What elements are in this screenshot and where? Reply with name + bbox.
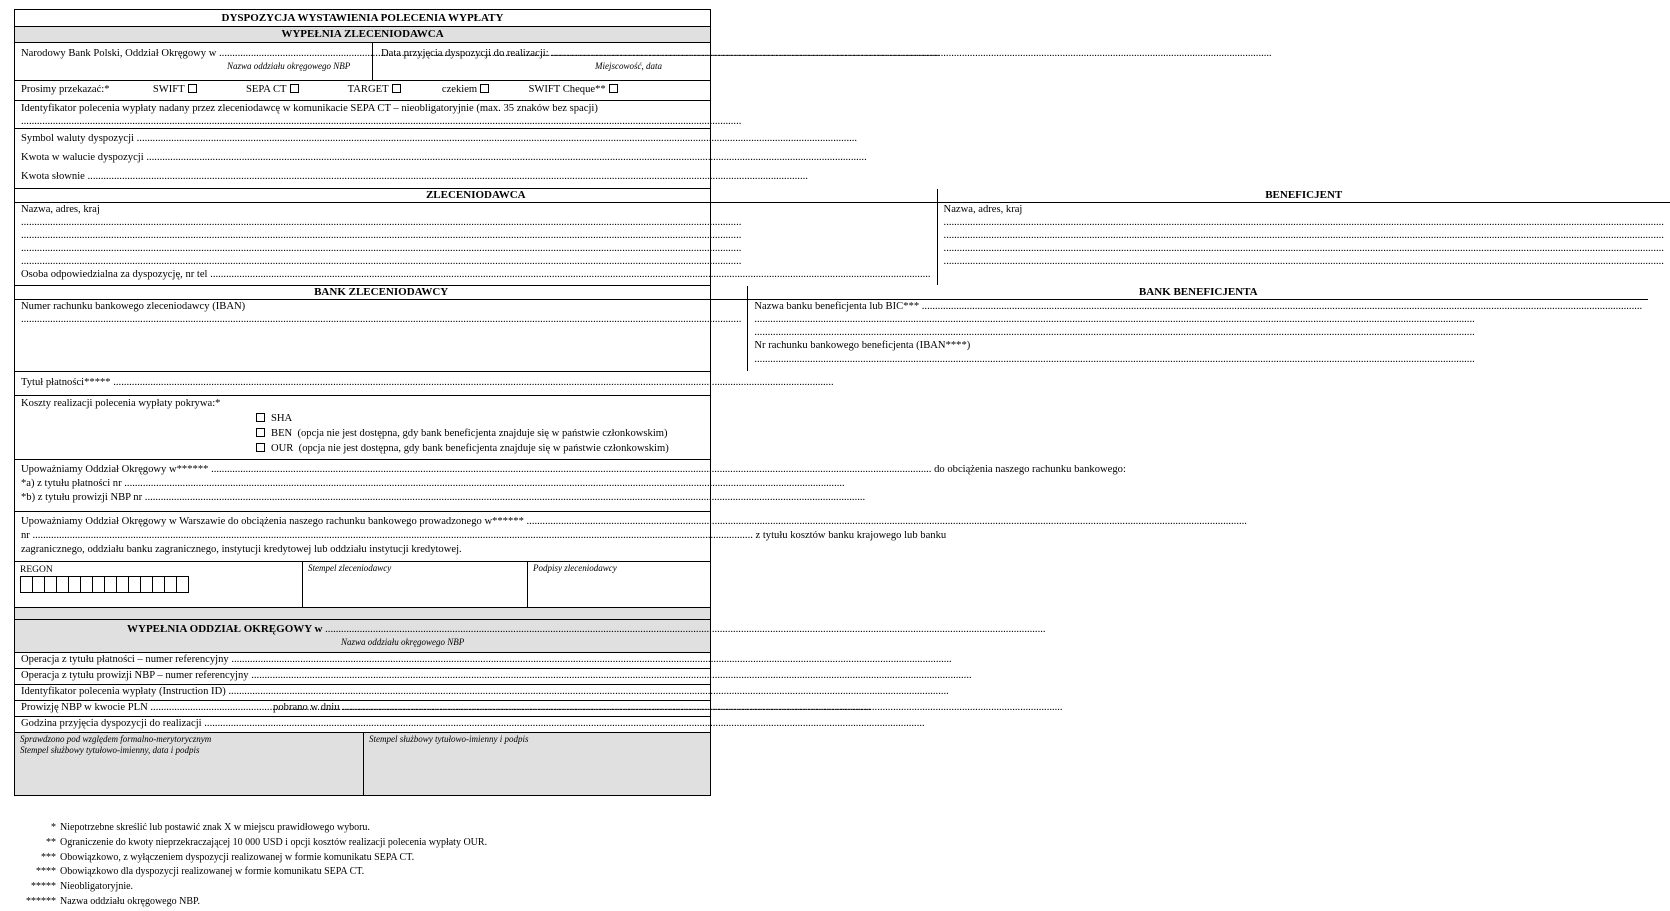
authorize-warsaw-label: Upoważniamy Oddział Okręgowy w Warszawie do obciążenia naszego rachunku bankowego prowadzonego w****** (21, 516, 524, 527)
cost-option-sha[interactable] (256, 413, 704, 428)
branch-section-caption: Nazwa oddziału okręgowego NBP (341, 636, 465, 647)
costs-block (15, 396, 710, 460)
principal-stamp-label: Stempel zleceniodawcy (308, 563, 392, 573)
footnote-1 (0, 822, 735, 837)
option-cheque-label: czekiem (441, 84, 478, 95)
option-cheque[interactable] (442, 84, 489, 95)
commission-amount-row (15, 701, 710, 717)
amount-block (15, 129, 710, 189)
official-stamp-area[interactable] (364, 733, 710, 795)
option-target[interactable] (348, 84, 401, 95)
beneficiary-bank-name-line-2[interactable] (754, 314, 1642, 327)
instruction-id-label: Identyfikator polecenia wypłaty (Instruction ID) (21, 686, 226, 697)
beneficiary-bank-name-label: Nazwa banku beneficjenta lub BIC*** (754, 301, 920, 312)
costs-label: Koszty realizacji polecenia wypłaty pokrywa:* (21, 398, 221, 409)
ben-note: (opcja nie jest dostępna, gdy bank beneficjenta znajduje się w państwie członkowskim) (297, 427, 668, 439)
footnote-4-mark: **** (36, 866, 56, 878)
authorize-branch-label: Upoważniamy Oddział Okręgowy w****** (21, 464, 209, 475)
cost-option-ben[interactable] (256, 428, 704, 443)
warsaw-account-suffix: z tytułu kosztów banku krajowego lub banku (755, 530, 947, 541)
beneficiary-account-label: Nr rachunku bankowego beneficjenta (IBAN****) (754, 340, 971, 351)
principal-signatures-area[interactable] (528, 562, 710, 607)
beneficiary-bank-block (748, 286, 1648, 371)
principal-contact-input[interactable] (210, 269, 930, 282)
amount-words-input[interactable] (88, 171, 808, 184)
commission-ref-label: Operacja z tytułu prowizji NBP – numer referencyjny (21, 670, 249, 681)
our-note: (opcja nie jest dostępna, gdy bank beneficjenta znajduje się w państwie członkowskim) (298, 442, 669, 454)
footnote-5 (0, 881, 735, 896)
commission-amount-input[interactable] (150, 702, 270, 715)
amount-words-label: Kwota słownie (21, 171, 85, 182)
target-checkbox[interactable] (392, 84, 401, 93)
regon-label: REGON (20, 565, 53, 575)
swift-cheque-checkbox[interactable] (609, 84, 618, 93)
instruction-id-row (15, 685, 710, 701)
collected-label: pobrano w dniu (273, 702, 340, 713)
payment-title-row (15, 372, 710, 396)
footnote-5-text: Nieobligatoryjnie. (60, 881, 134, 893)
footnote-4 (0, 866, 735, 881)
principal-name-line-2[interactable] (21, 230, 931, 243)
footnote-1-mark: * (51, 822, 56, 833)
commission-no-label: *b) z tytułu prowizji NBP nr (21, 492, 143, 503)
option-sepa[interactable] (246, 84, 299, 95)
warsaw-account-label: nr (21, 530, 30, 541)
principal-account-input[interactable] (21, 314, 741, 327)
commission-ref-row (15, 669, 710, 685)
beneficiary-name-line-2[interactable] (944, 230, 1664, 243)
footnotes (0, 822, 735, 911)
acceptance-date-caption: Miejscowość, data (595, 60, 662, 71)
form-title: DYSPOZYCJA WYSTAWIENIA POLECENIA WYPŁATY (15, 10, 710, 27)
cheque-checkbox[interactable] (480, 84, 489, 93)
verification-stamp-area[interactable] (15, 733, 364, 795)
footnote-3 (0, 852, 735, 867)
beneficiary-name-line-4[interactable] (944, 256, 1664, 269)
beneficiary-name-line-3[interactable] (944, 243, 1664, 256)
branch-section-input[interactable] (325, 624, 475, 637)
branch-caption: Nazwa oddziału okręgowego NBP (227, 60, 351, 71)
sepa-checkbox[interactable] (290, 84, 299, 93)
branch-block (15, 43, 373, 80)
payment-no-label: *a) z tytułu płatności nr (21, 478, 122, 489)
acceptance-time-label: Godzina przyjęcia dyspozycji do realizacji (21, 718, 202, 729)
amount-label: Kwota w walucie dyspozycji (21, 152, 144, 163)
authorize-branch-block (15, 460, 1126, 512)
principal-bank-block (15, 286, 748, 371)
beneficiary-bank-name-input[interactable] (922, 301, 1642, 314)
our-label: OUR (271, 442, 294, 454)
principal-account-label: Numer rachunku bankowego zleceniodawcy (IBAN) (21, 301, 246, 312)
principal-bank-header: BANK ZLECENIODAWCY (15, 286, 747, 300)
acceptance-time-input[interactable] (204, 718, 924, 731)
footnote-1-text: Niepotrzebne skreślić lub postawić znak X w miejscu prawidłowego wyboru. (60, 822, 370, 833)
principal-header: ZLECENIODAWCA (15, 189, 937, 203)
principal-name-line-3[interactable] (21, 243, 931, 256)
beneficiary-name-line-1[interactable] (944, 217, 1664, 230)
payment-title-label: Tytuł płatności***** (21, 377, 111, 388)
option-swift-cheque-label: SWIFT Cheque** (528, 84, 606, 95)
footnote-2-text: Ograniczenie do kwoty nieprzekraczającej 10 000 USD i opcji kosztów realizacji polecenia wypłaty OUR. (60, 836, 488, 848)
option-swift[interactable] (153, 84, 197, 95)
authorize-warsaw-block (15, 512, 947, 562)
transfer-order-form (14, 9, 1343, 796)
acceptance-time-row (15, 717, 710, 733)
footnote-3-text: Obowiązkowo, z wyłączeniem dyspozycji realizowanej w formie komunikatu SEPA CT. (60, 851, 415, 863)
cost-option-our[interactable] (256, 443, 704, 458)
identifier-label: Identyfikator polecenia wypłaty nadany przez zleceniodawcę w komunikacie SEPA CT – nieobligatoryjnie (max. 35 znaków bez spacji) (21, 103, 598, 114)
payment-no-input[interactable] (124, 478, 844, 491)
footnote-2-mark: ** (46, 836, 56, 848)
collected-date-input[interactable] (342, 702, 1062, 715)
acceptance-date-block (373, 43, 1278, 80)
option-swift-label: SWIFT (152, 84, 185, 95)
identifier-row (15, 101, 710, 129)
commission-ref-input[interactable] (251, 670, 971, 683)
verification-line-1: Sprawdzono pod względem formalno-merytorycznym (20, 734, 212, 744)
principal-contact-label: Osoba odpowiedzialna za dyspozycję, nr tel (21, 268, 208, 280)
principal-name-line-1[interactable] (21, 217, 931, 230)
our-checkbox[interactable] (256, 443, 265, 452)
footnote-3-mark: *** (41, 851, 56, 863)
payment-ref-row (15, 653, 710, 669)
payment-ref-input[interactable] (231, 654, 951, 667)
ben-label: BEN (271, 427, 293, 439)
branch-label: Narodowy Bank Polski, Oddział Okręgowy w (21, 48, 217, 59)
sha-label: SHA (271, 412, 293, 424)
beneficiary-name-label: Nazwa, adres, kraj (943, 204, 1023, 215)
sha-checkbox[interactable] (256, 413, 265, 422)
principal-name-line-4[interactable] (21, 256, 931, 269)
official-stamp-label: Stempel służbowy tytułowo-imienny i podpis (369, 734, 529, 744)
principal-block (15, 189, 938, 285)
warsaw-costs-text: zagranicznego, oddziału banku zagranicznego, instytucji kredytowej lub oddziału instytucji kredytowej. (21, 544, 462, 555)
footnote-6 (0, 896, 735, 911)
acceptance-date-input[interactable] (551, 48, 1271, 61)
currency-symbol-label: Symbol waluty dyspozycji (21, 133, 134, 144)
beneficiary-bank-name-line-3[interactable] (754, 327, 1642, 340)
verification-line-2: Stempel służbowy tytułowo-imienny, data i podpis (20, 744, 200, 755)
beneficiary-block (938, 189, 1670, 285)
principal-signatures-label: Podpisy zleceniodawcy (533, 563, 617, 573)
warsaw-account-input[interactable] (32, 530, 752, 543)
option-target-label: TARGET (347, 84, 389, 95)
transfer-type-row (15, 81, 710, 101)
principal-name-label: Nazwa, adres, kraj (21, 204, 100, 215)
transfer-type-label: Prosimy przekazać:* (21, 84, 110, 95)
footnote-2 (0, 837, 735, 852)
commission-amount-label: Prowizję NBP w kwocie PLN (21, 702, 148, 713)
authorize-branch-suffix: do obciążenia naszego rachunku bankowego: (934, 464, 1126, 475)
footnote-5-mark: ***** (31, 881, 56, 893)
principal-fills-header: WYPEŁNIA ZLECENIODAWCA (15, 27, 710, 43)
payment-ref-label: Operacja z tytułu płatności – numer referencyjny (21, 654, 229, 665)
currency-symbol-input[interactable] (137, 133, 857, 146)
authorize-warsaw-bank-input[interactable] (527, 516, 1247, 529)
instruction-id-input[interactable] (228, 686, 948, 699)
option-swift-cheque[interactable] (528, 84, 617, 95)
footnote-4-text: Obowiązkowo dla dyspozycji realizowanej w formie komunikatu SEPA CT. (60, 866, 365, 878)
amount-input[interactable] (146, 152, 866, 165)
acceptance-date-label: Data przyjęcia dyspozycji do realizacji: (381, 48, 549, 59)
beneficiary-bank-header: BANK BENEFICJENTA (748, 286, 1648, 300)
principal-stamp-area[interactable] (303, 562, 528, 607)
payment-title-input[interactable] (113, 377, 833, 390)
identifier-input[interactable] (21, 116, 704, 129)
authorize-branch-input[interactable] (211, 464, 931, 477)
commission-no-input[interactable] (145, 492, 865, 505)
regon-input[interactable] (20, 576, 297, 598)
branch-section-title: WYPEŁNIA ODDZIAŁ OKRĘGOWY w (127, 623, 323, 635)
branch-section-header (15, 620, 710, 653)
footnote-6-mark: ****** (26, 895, 56, 907)
regon-block (15, 562, 303, 607)
beneficiary-header: BENEFICJENT (938, 189, 1670, 203)
branch-input[interactable] (219, 48, 349, 61)
ben-checkbox[interactable] (256, 428, 265, 437)
option-sepa-label: SEPA CT (245, 84, 287, 95)
grey-separator (15, 608, 710, 620)
swift-checkbox[interactable] (188, 84, 197, 93)
beneficiary-account-input[interactable] (754, 354, 1642, 367)
footnote-6-text: Nazwa oddziału okręgowego NBP. (60, 895, 200, 907)
